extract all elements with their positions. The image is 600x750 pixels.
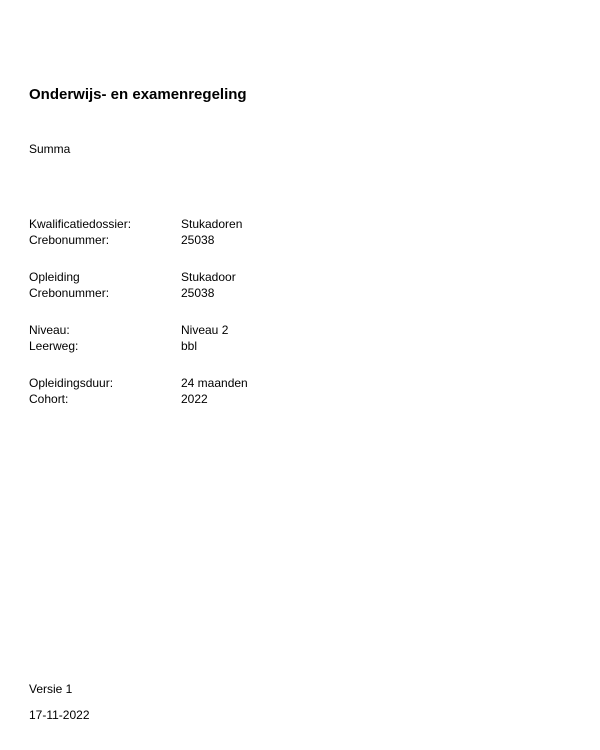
- info-label: Cohort:: [29, 392, 69, 406]
- info-label: Leerweg:: [29, 339, 79, 353]
- info-value: 2022: [181, 392, 208, 406]
- organization-name: Summa: [29, 142, 71, 156]
- info-label: Opleiding: [29, 270, 80, 284]
- info-row: [29, 285, 248, 301]
- info-label: Crebonummer:: [29, 286, 110, 300]
- footer-version: Versie 1: [29, 682, 73, 696]
- info-value: bbl: [181, 339, 198, 353]
- info-value: 24 maanden: [181, 376, 248, 390]
- info-value: Niveau 2: [181, 323, 229, 337]
- info-label: Niveau:: [29, 323, 70, 337]
- info-label: Opleidingsduur:: [29, 376, 114, 390]
- info-group-duur: [29, 375, 248, 407]
- footer-date: 17-11-2022: [29, 708, 90, 722]
- info-row: [29, 391, 248, 407]
- info-row: [29, 338, 248, 354]
- info-row: [29, 216, 248, 232]
- info-value: Stukadoren: [181, 217, 243, 231]
- document-title: Onderwijs- en examenregeling: [29, 86, 247, 103]
- info-group-niveau: [29, 322, 248, 354]
- info-label: Kwalificatiedossier:: [29, 217, 132, 231]
- info-group-opleiding: [29, 269, 248, 301]
- info-row: [29, 375, 248, 391]
- info-group-kwalificatie: [29, 216, 248, 248]
- info-label: Crebonummer:: [29, 233, 110, 247]
- info-value: Stukadoor: [181, 270, 236, 284]
- info-table: [29, 216, 248, 428]
- info-row: [29, 232, 248, 248]
- info-row: [29, 269, 248, 285]
- info-value: 25038: [181, 233, 215, 247]
- info-value: 25038: [181, 286, 215, 300]
- info-row: [29, 322, 248, 338]
